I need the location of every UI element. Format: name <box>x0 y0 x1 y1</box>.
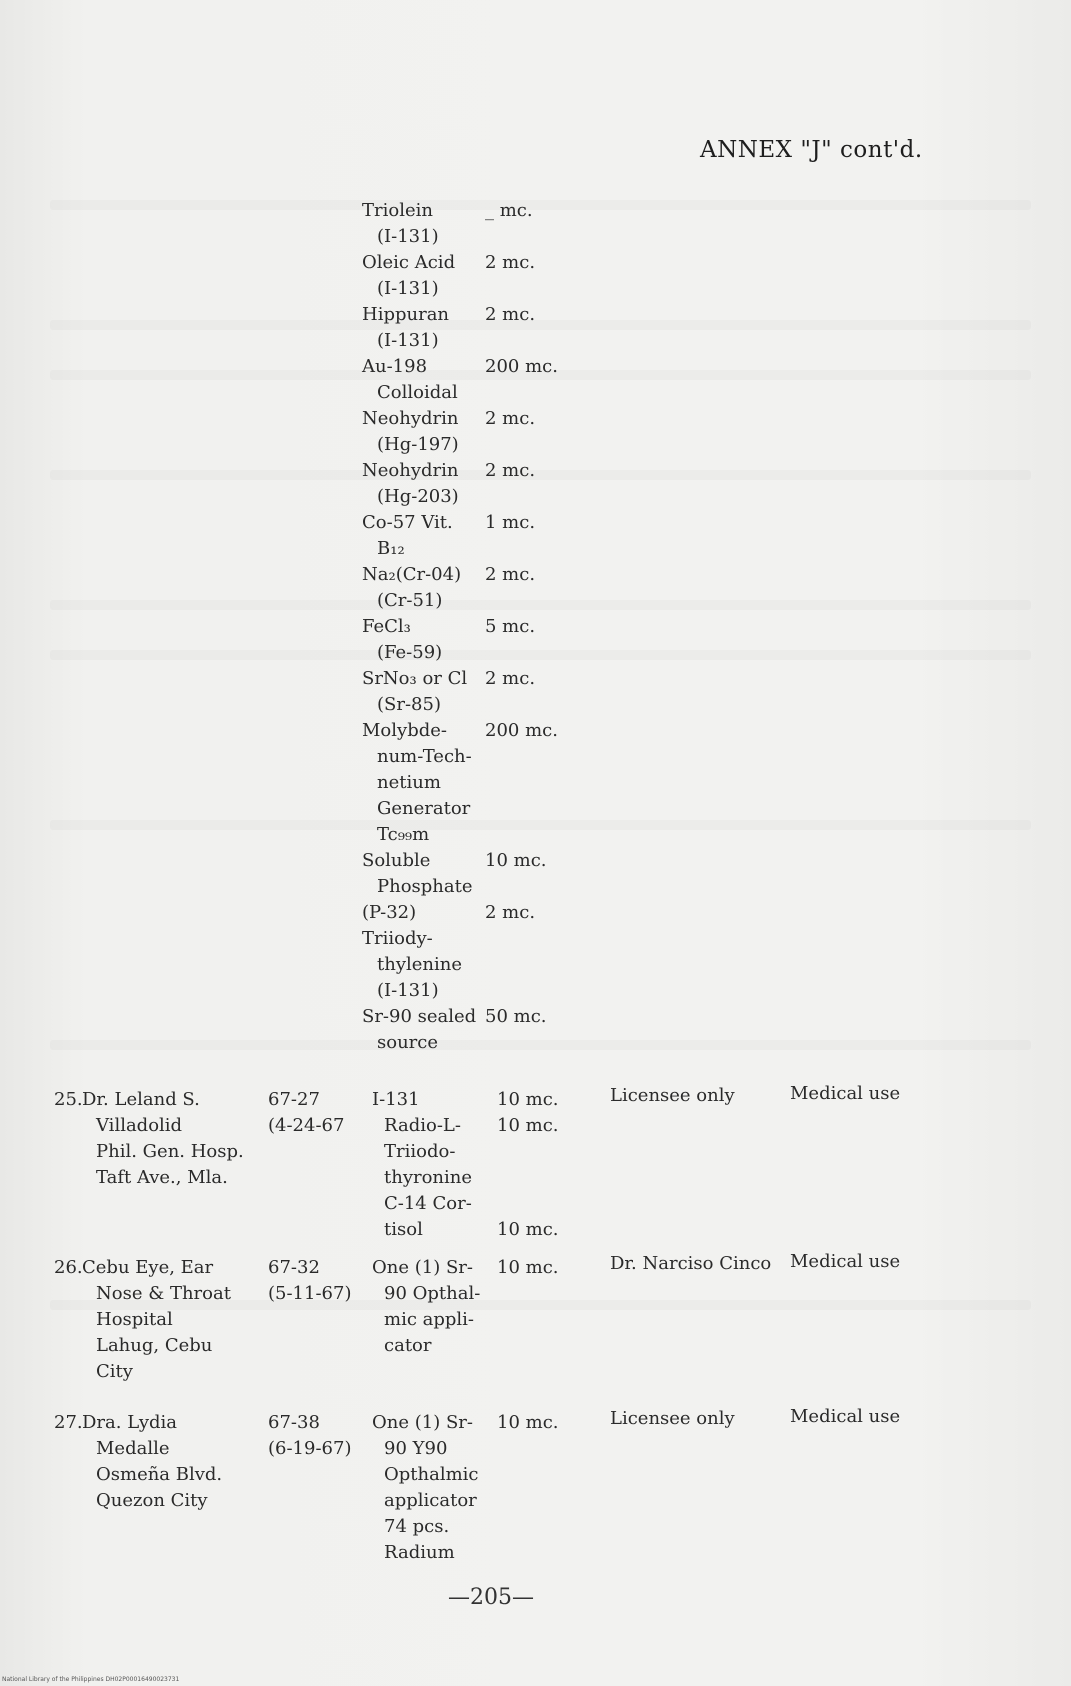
entry-material-line: Opthalmic <box>384 1464 479 1485</box>
entry-material-column <box>372 1255 480 1359</box>
entry-license-line: (5-11-67) <box>268 1283 352 1304</box>
entry-quantity-column <box>497 1410 559 1436</box>
entry-name-line: Dra. Lydia <box>82 1412 178 1433</box>
entry-material-line: Radium <box>384 1542 455 1563</box>
entry-material-line: thyronine <box>384 1167 473 1188</box>
entry-name-line: Dr. Leland S. <box>82 1089 200 1110</box>
entry-quantity-column <box>497 1087 559 1243</box>
isotope-name-line: Colloidal <box>377 382 458 403</box>
entry-quantity-line: 10 mc. <box>497 1257 559 1278</box>
entry-quantity-line: 10 mc. <box>497 1115 559 1136</box>
entry-number: 27. <box>54 1412 83 1433</box>
isotope-amount: 2 mc. <box>485 902 536 923</box>
isotope-name-line: Triiody- <box>362 928 433 949</box>
entry-quantity-column <box>497 1255 559 1281</box>
entry-name-line: Villadolid <box>96 1115 183 1136</box>
isotope-name-line: (Fe-59) <box>377 642 443 663</box>
isotope-name-line: (Hg-203) <box>377 486 459 507</box>
entry-quantity-line <box>497 1191 559 1217</box>
isotope-amount: 5 mc. <box>485 616 536 637</box>
entry-name-line: City <box>96 1361 133 1382</box>
entry-license-column <box>268 1255 351 1307</box>
entry-license-line: 67-38 <box>268 1412 320 1433</box>
entry-name-line: Taft Ave., Mla. <box>96 1167 228 1188</box>
entry-user: Dr. Narciso Cinco <box>610 1253 772 1274</box>
isotope-amount: 2 mc. <box>485 304 536 325</box>
entry-purpose: Medical use <box>790 1251 901 1272</box>
entry-user: Licensee only <box>610 1408 735 1429</box>
entry-license-line: (4-24-67 <box>268 1115 345 1136</box>
isotope-name-line: Na₂(Cr-04) <box>362 564 462 585</box>
entry-quantity-line: 10 mc. <box>497 1219 559 1240</box>
entry-material-line: 90 Y90 <box>384 1438 448 1459</box>
isotope-name-line: netium <box>377 772 441 793</box>
entry-purpose: Medical use <box>790 1406 901 1427</box>
isotope-name-line: Phosphate <box>377 876 473 897</box>
page-number: —205— <box>448 1585 534 1610</box>
isotope-amount: 50 mc. <box>485 1006 547 1027</box>
isotope-name-line: Au-198 <box>362 356 428 377</box>
isotope-name-line: Triolein <box>362 200 433 221</box>
entry-quantity-line: 10 mc. <box>497 1412 559 1433</box>
entry-quantity-line: 10 mc. <box>497 1089 559 1110</box>
entry-license-column <box>268 1410 351 1462</box>
entry-license-line: 67-32 <box>268 1257 320 1278</box>
entry-material-line: I-131 <box>372 1089 420 1110</box>
isotope-name-line: num-Tech- <box>377 746 472 767</box>
entry-license-line: (6-19-67) <box>268 1438 352 1459</box>
entry-name-line: Osmeña Blvd. <box>96 1464 223 1485</box>
isotope-amount: _ mc. <box>485 200 533 221</box>
entry-material-line: C-14 Cor- <box>384 1193 472 1214</box>
entry-name-column <box>82 1255 231 1385</box>
entry-material-line: One (1) Sr- <box>372 1257 473 1278</box>
entry-name-line: Hospital <box>96 1309 173 1330</box>
isotope-amount: 2 mc. <box>485 252 536 273</box>
entry-number: 25. <box>54 1089 83 1110</box>
isotope-name-line: (I-131) <box>377 226 439 247</box>
entry-name-line: Nose & Throat <box>96 1283 231 1304</box>
isotope-name-line: (Cr-51) <box>377 590 443 611</box>
entry-material-line: mic appli- <box>384 1309 474 1330</box>
entry-number: 26. <box>54 1257 83 1278</box>
isotope-amount: 10 mc. <box>485 850 547 871</box>
isotope-amount: 2 mc. <box>485 668 536 689</box>
isotope-name-line: SrNo₃ or Cl <box>362 668 468 689</box>
annex-heading: ANNEX "J" cont'd. <box>700 137 923 163</box>
isotope-name-line: Neohydrin <box>362 408 459 429</box>
isotope-name-line: Co-57 Vit. <box>362 512 453 533</box>
entry-name-line: Medalle <box>96 1438 170 1459</box>
entry-name-line: Cebu Eye, Ear <box>82 1257 214 1278</box>
isotope-amount: 2 mc. <box>485 564 536 585</box>
entry-name-column <box>82 1087 244 1191</box>
isotope-name-line: (Sr-85) <box>377 694 441 715</box>
isotope-name-line: (Hg-197) <box>377 434 459 455</box>
isotope-name-line: Hippuran <box>362 304 450 325</box>
isotope-amount: 1 mc. <box>485 512 536 533</box>
isotope-name-line: (I-131) <box>377 330 439 351</box>
entry-name-column <box>82 1410 222 1514</box>
entry-license-line: 67-27 <box>268 1089 320 1110</box>
isotope-amount: 200 mc. <box>485 720 558 741</box>
isotope-amount: 2 mc. <box>485 460 536 481</box>
entry-purpose: Medical use <box>790 1083 901 1104</box>
entry-license-column <box>268 1087 344 1139</box>
entry-material-line: applicator <box>384 1490 477 1511</box>
entry-material-line: tisol <box>384 1219 423 1240</box>
isotope-name-line: (P-32) <box>362 902 417 923</box>
isotope-amount: 2 mc. <box>485 408 536 429</box>
entry-quantity-line <box>497 1139 559 1165</box>
entry-name-line: Quezon City <box>96 1490 208 1511</box>
isotope-name-line: Tc₉₉m <box>377 824 430 845</box>
isotope-name-line: Molybde- <box>362 720 447 741</box>
scan-stamp: National Library of the Philippines DH02P00016490023731 <box>2 1676 180 1683</box>
entry-name-line: Phil. Gen. Hosp. <box>96 1141 244 1162</box>
entry-material-line: 74 pcs. <box>384 1516 450 1537</box>
entry-material-line: Radio-L- <box>384 1115 461 1136</box>
isotope-name-line: FeCl₃ <box>362 616 411 637</box>
isotope-name-line: (I-131) <box>377 980 439 1001</box>
entry-material-line: Triiodo- <box>384 1141 456 1162</box>
isotope-name-line: (I-131) <box>377 278 439 299</box>
entry-material-column <box>372 1087 472 1243</box>
entry-user: Licensee only <box>610 1085 735 1106</box>
isotope-amount: 200 mc. <box>485 356 558 377</box>
isotope-name-line: Sr-90 sealed <box>362 1006 477 1027</box>
isotope-name-line: thylenine <box>377 954 462 975</box>
entry-material-line: cator <box>384 1335 432 1356</box>
isotope-name-line: Soluble <box>362 850 431 871</box>
isotope-name-line: Generator <box>377 798 471 819</box>
isotope-name-line: source <box>377 1032 439 1053</box>
entry-material-line: One (1) Sr- <box>372 1412 473 1433</box>
isotope-name-line: Oleic Acid <box>362 252 456 273</box>
entry-name-line: Lahug, Cebu <box>96 1335 213 1356</box>
isotope-name-line: Neohydrin <box>362 460 459 481</box>
entry-material-line: 90 Opthal- <box>384 1283 481 1304</box>
entry-quantity-line <box>497 1165 559 1191</box>
entry-material-column <box>372 1410 479 1566</box>
isotope-name-line: B₁₂ <box>377 538 405 559</box>
